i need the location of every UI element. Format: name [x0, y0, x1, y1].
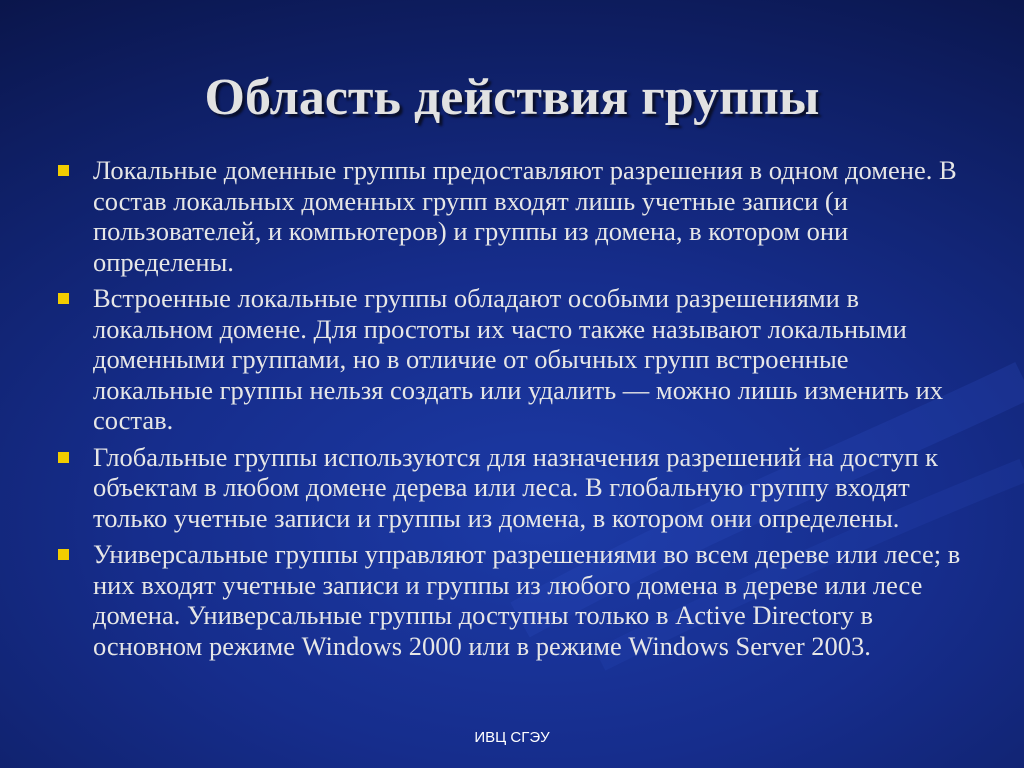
bullet-text: Встроенные локальные группы обладают особыми разрешениями в локальном домене. Для простоты их часто также называют локальными доменными группами, но в отличие от обычных групп встроенные локальные группы нельзя создать или удалить — можно лишь изменить их состав. [93, 283, 944, 435]
square-bullet-icon [58, 165, 69, 176]
slide-footer: ИВЦ СГЭУ [474, 729, 550, 746]
slide-title: Область действия группы [204, 69, 820, 126]
square-bullet-icon [58, 293, 69, 304]
bullet-item [52, 539, 967, 661]
square-bullet-icon [58, 549, 69, 560]
bullet-text: Локальные доменные группы предоставляют разрешения в одном домене. В состав локальных доменных групп входят лишь учетные записи (и пользователей, и компьютеров) и группы из домена, в котором они определены. [93, 155, 957, 277]
bullet-list [52, 155, 967, 667]
bullet-item [52, 442, 967, 534]
square-bullet-icon [58, 452, 69, 463]
bullet-text: Глобальные группы используются для назначения разрешений на доступ к объектам в любом домене дерева или леса. В глобальную группу входят только учетные записи и группы из домена, в котором они определены. [93, 441, 938, 533]
bullet-item [52, 283, 967, 436]
bullet-text: Универсальные группы управляют разрешениями во всем дереве или лесе; в них входят учетные записи и группы из любого домена в дереве или лесе домена. Универсальные группы доступны только в Active Directory в основном режиме Windows 2000 или в режиме Windows Server 2003. [93, 539, 961, 661]
bullet-item [52, 155, 967, 277]
